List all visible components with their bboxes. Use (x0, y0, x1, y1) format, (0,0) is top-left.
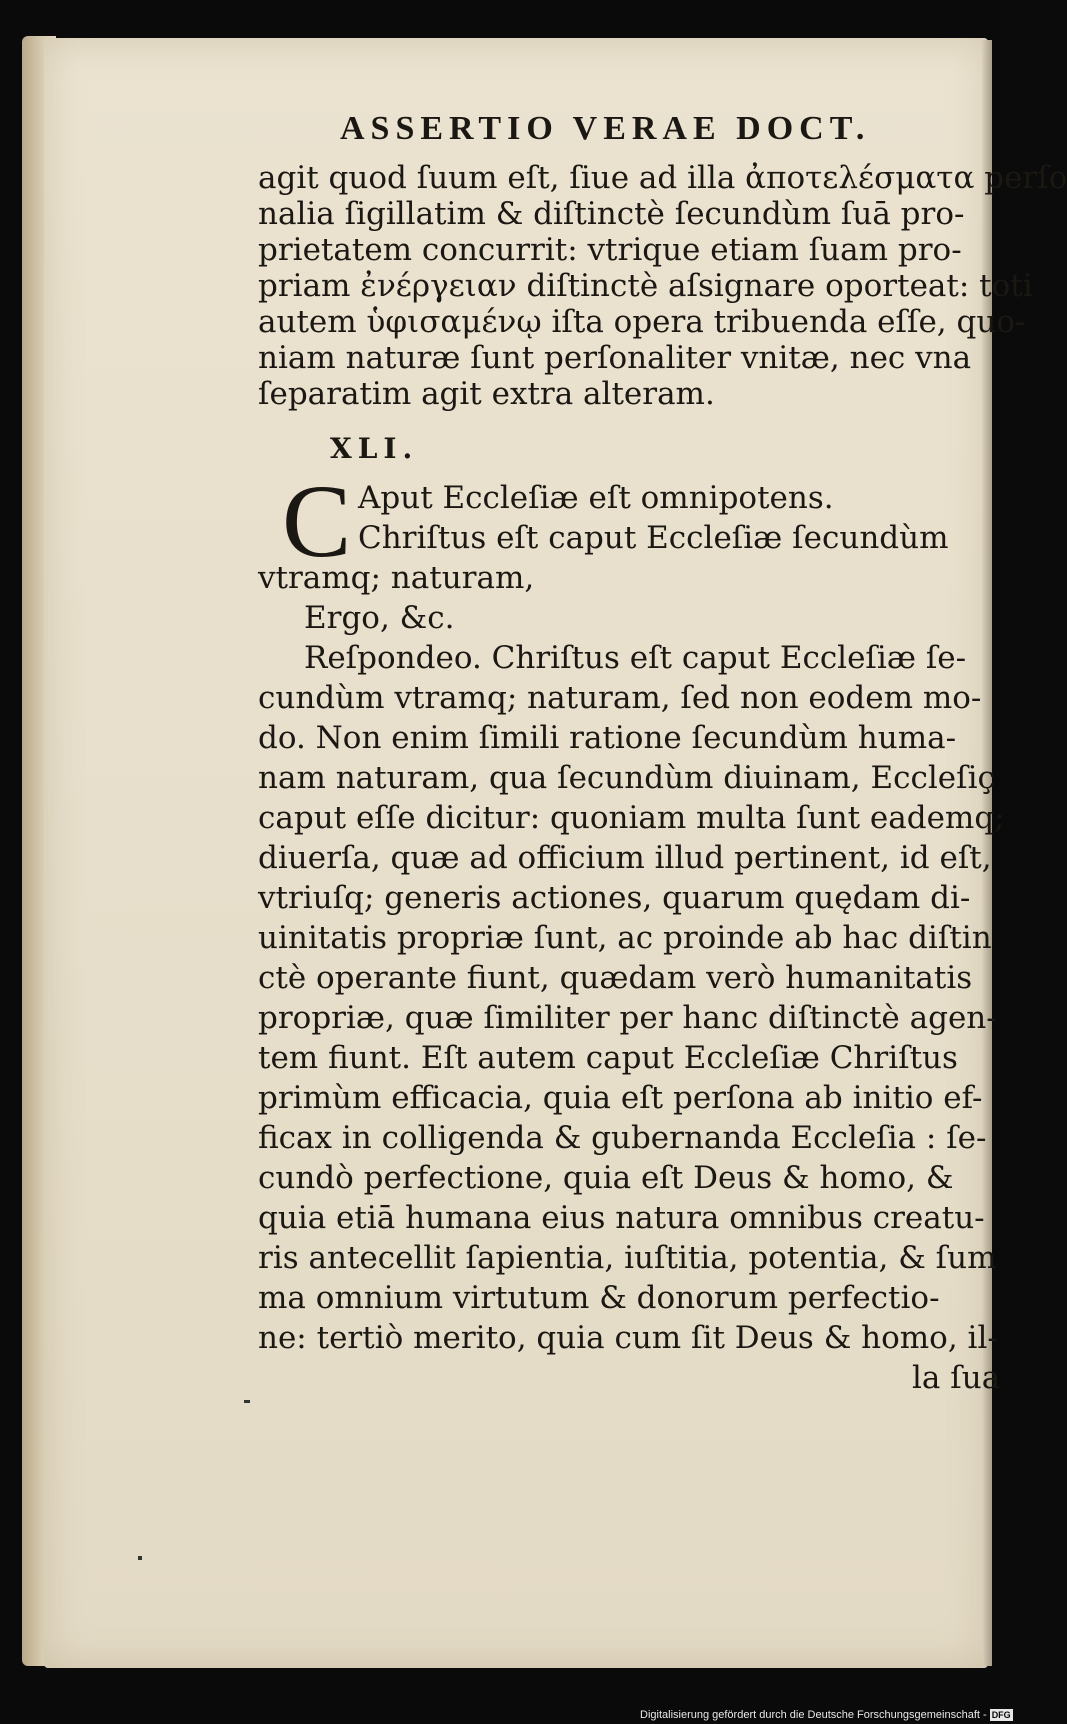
footer-text: Digitalisierung gefördert durch die Deutsche Forschungsgemeinschaft - (640, 1709, 987, 1721)
text-line: cundùm vtramq; naturam, ſed non eodem mo- (258, 680, 982, 716)
text-line: ſeparatim agit extra alteram. (258, 376, 715, 412)
text-line: Ergo, &c. (304, 600, 455, 636)
ink-speck (244, 1400, 250, 1403)
text-line: diuerſa, quæ ad officium illud pertinent, id eſt, (258, 840, 992, 876)
dfg-logo-icon: DFG (991, 1710, 1011, 1721)
text-line: vtriuſq; generis actiones, quarum quędam di- (258, 880, 971, 916)
ink-speck (138, 1556, 142, 1560)
text-line: ne: tertiò merito, quia cum ſit Deus & homo, il- (258, 1320, 998, 1356)
text-line: ris antecellit ſapientia, iuſtitia, potentia, & ſum (258, 1240, 997, 1276)
text-line: caput eſſe dicitur: quoniam multa ſunt eademq; (258, 800, 1005, 836)
text-line: priam ἐνέργειαν diſtinctè aſsignare oporteat: toti (258, 268, 1033, 304)
footer-credit (640, 1706, 1011, 1724)
text-line: niam naturæ ſunt perſonaliter vnitæ, nec vna (258, 340, 972, 376)
text-line: nalia ſigillatim & diſtinctè ſecundùm ſuā pro- (258, 196, 965, 232)
text-line: prietatem concurrit: vtrique etiam ſuam pro- (258, 232, 962, 268)
text-line: quia etiā humana eius natura omnibus creatu- (258, 1200, 985, 1236)
text-line: vtramq; naturam, (258, 560, 535, 596)
text-line: autem ὑφισαμένῳ iſta opera tribuenda eſſe, quo- (258, 304, 1026, 340)
text-line: nam naturam, qua ſecundùm diuinam, Eccleſiç (258, 760, 995, 796)
text-line: ma omnium virtutum & donorum perfectio- (258, 1280, 940, 1316)
text-line: uinitatis propriæ ſunt, ac proinde ab hac diſtin (258, 920, 992, 956)
text-line: Aput Eccleſiæ eſt omnipotens. (358, 480, 834, 516)
text-line: primùm efficacia, quia eſt perſona ab initio ef- (258, 1080, 983, 1116)
text-line: tem fiunt. Eſt autem caput Eccleſiæ Chriſtus (258, 1040, 958, 1076)
section-number: XLI. (330, 432, 419, 465)
text-line: propriæ, quæ ſimiliter per hanc diſtinctè agen- (258, 1000, 997, 1036)
catchword: la ſua (912, 1360, 1001, 1396)
drop-cap-initial: C (282, 464, 352, 579)
text-line: Chriſtus eſt caput Eccleſiæ ſecundùm (358, 520, 949, 556)
text-line: Reſpondeo. Chriſtus eſt caput Eccleſiæ ſe- (304, 640, 967, 676)
text-line: do. Non enim ſimili ratione ſecundùm huma- (258, 720, 957, 756)
running-head: ASSERTIO VERAE DOCT. (340, 110, 871, 147)
text-line: ctè operante fiunt, quædam verò humanitatis (258, 960, 973, 996)
text-line: ficax in colligenda & gubernanda Eccleſia : ſe- (258, 1120, 987, 1156)
text-line: cundò perfectione, quia eſt Deus & homo, & (258, 1160, 954, 1196)
text-line: agit quod ſuum eſt, ſiue ad illa ἀποτελέσματα perſo (258, 160, 1067, 196)
